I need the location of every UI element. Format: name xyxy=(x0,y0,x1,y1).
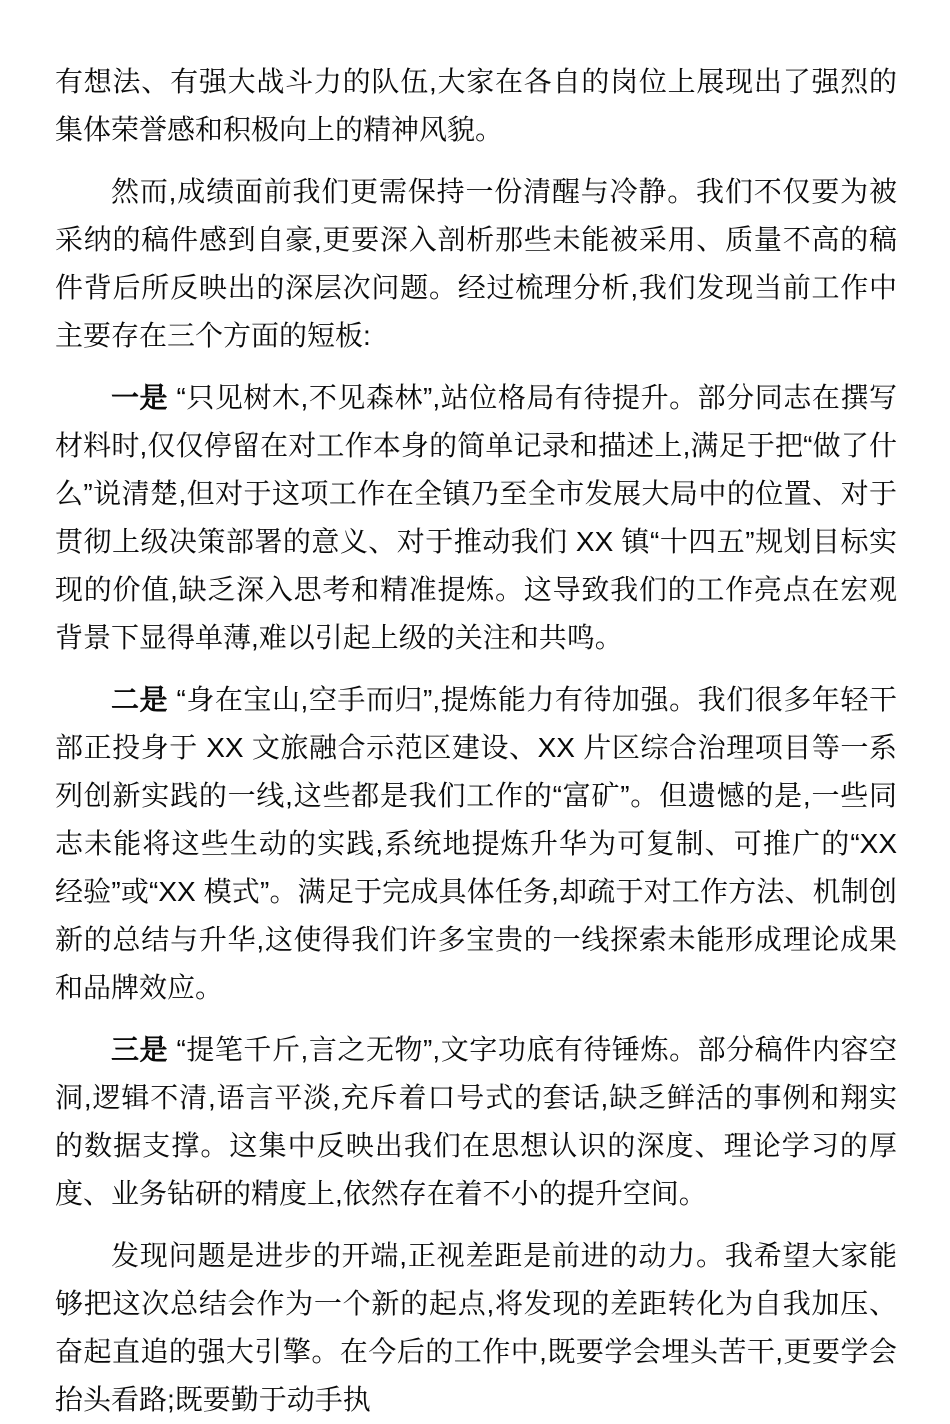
paragraph-point-one xyxy=(55,374,897,662)
document-text-body xyxy=(55,58,897,1424)
paragraph-text: 发现问题是进步的开端,正视差距是前进的动力。我希望大家能够把这次总结会作为一个新的起点,将发现的差距转化为自我加压、奋起直追的强大引擎。在今后的工作中,既要学会埋头苦干,更要学会抬头看路;既要勤于动手执 xyxy=(55,1240,897,1415)
paragraph-continuation-team xyxy=(55,58,897,154)
paragraph-lead-label: 二是 xyxy=(111,684,177,715)
paragraph-sober-reflection xyxy=(55,168,897,360)
paragraph-text: “提笔千斤,言之无物”,文字功底有待锤炼。部分稿件内容空洞,逻辑不清,语言平淡,充斥着口号式的套话,缺乏鲜活的事例和翔实的数据支撑。这集中反映出我们在思想认识的深度、理论学习的厚度、业务钻研的精度上,依然存在着不小的提升空间。 xyxy=(55,1034,897,1209)
paragraph-text: 然而,成绩面前我们更需保持一份清醒与冷静。我们不仅要为被采纳的稿件感到自豪,更要深入剖析那些未能被采用、质量不高的稿件背后所反映出的深层次问题。经过梳理分析,我们发现当前工作中主要存在三个方面的短板: xyxy=(55,176,897,351)
paragraph-point-two xyxy=(55,676,897,1012)
paragraph-text: 有想法、有强大战斗力的队伍,大家在各自的岗位上展现出了强烈的集体荣誉感和积极向上的精神风貌。 xyxy=(55,66,897,145)
paragraph-text: “只见树木,不见森林”,站位格局有待提升。部分同志在撰写材料时,仅仅停留在对工作本身的简单记录和描述上,满足于把“做了什么”说清楚,但对于这项工作在全镇乃至全市发展大局中的位置、对于贯彻上级决策部署的意义、对于推动我们 XX 镇“十四五”规划目标实现的价值,缺乏深入思考和精准提炼。这导致我们的工作亮点在宏观背景下显得单薄,难以引起上级的关注和共鸣。 xyxy=(55,382,897,653)
paragraph-lead-label: 一是 xyxy=(111,382,177,413)
paragraph-point-three xyxy=(55,1026,897,1218)
paragraph-closing-motivation xyxy=(55,1232,897,1424)
paragraph-lead-label: 三是 xyxy=(111,1034,177,1065)
paragraph-text: “身在宝山,空手而归”,提炼能力有待加强。我们很多年轻干部正投身于 XX 文旅融合示范区建设、XX 片区综合治理项目等一系列创新实践的一线,这些都是我们工作的“富矿”。但遗憾的是,一些同志未能将这些生动的实践,系统地提炼升华为可复制、可推广的“XX 经验”或“XX 模式”。满足于完成具体任务,却疏于对工作方法、机制创新的总结与升华,这使得我们许多宝贵的一线探索未能形成理论成果和品牌效应。 xyxy=(55,684,897,1003)
